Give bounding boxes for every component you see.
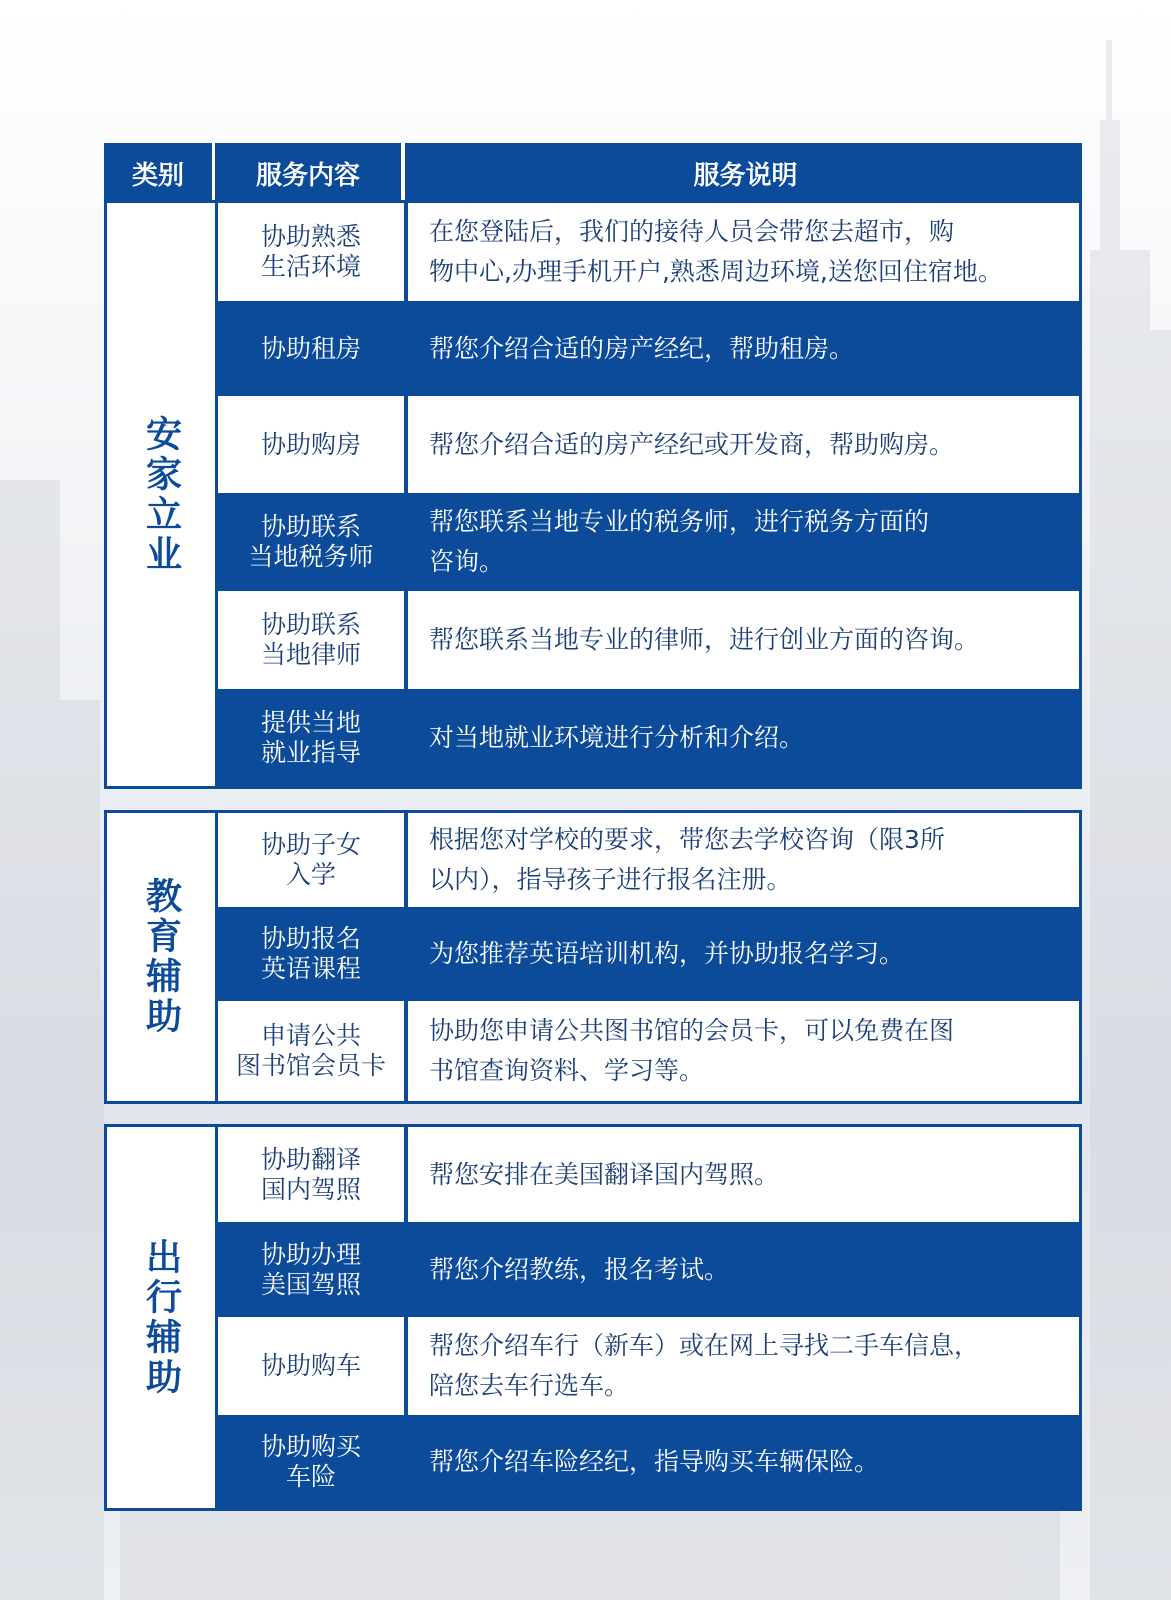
service-description: 在您登陆后，我们的接待人员会带您去超市，购 物中心,办理手机开户,熟悉周边环境,送您回住宿地。 bbox=[429, 217, 1003, 286]
service-name: 协助子女 入学 bbox=[218, 813, 408, 907]
service-name: 协助熟悉 生活环境 bbox=[218, 203, 408, 301]
table-row bbox=[107, 907, 1079, 1001]
category-cell bbox=[107, 813, 218, 1101]
service-description: 帮您介绍车险经纪，指导购买车辆保险。 bbox=[429, 1446, 880, 1476]
service-description: 帮您介绍合适的房产经纪，帮助租房。 bbox=[429, 333, 855, 363]
service-name: 协助联系 当地律师 bbox=[218, 591, 408, 689]
table-row bbox=[107, 396, 1079, 493]
table-row bbox=[107, 689, 1079, 786]
table-row bbox=[107, 493, 1079, 591]
table-header bbox=[104, 143, 1082, 203]
category-label: 教育辅助 bbox=[140, 877, 182, 1037]
category-label: 安家立业 bbox=[140, 414, 182, 575]
service-name: 协助购车 bbox=[218, 1317, 408, 1415]
service-name: 提供当地 就业指导 bbox=[218, 689, 408, 786]
section-education bbox=[104, 810, 1082, 1104]
service-description: 为您推荐英语培训机构，并协助报名学习。 bbox=[429, 939, 905, 968]
service-description: 帮您介绍车行（新车）或在网上寻找二手车信息， 陪您去车行选车。 bbox=[429, 1331, 980, 1400]
service-description: 帮您介绍合适的房产经纪或开发商，帮助购房。 bbox=[429, 429, 955, 459]
service-name: 申请公共 图书馆会员卡 bbox=[218, 1001, 408, 1101]
table-row bbox=[107, 1222, 1079, 1317]
service-name: 协助租房 bbox=[218, 301, 408, 396]
service-description: 对当地就业环境进行分析和介绍。 bbox=[429, 722, 805, 752]
service-name: 协助翻译 国内驾照 bbox=[218, 1127, 408, 1222]
table-row bbox=[107, 301, 1079, 396]
table-row bbox=[107, 1127, 1079, 1222]
service-description: 协助您申请公共图书馆的会员卡，可以免费在图 书馆查询资料、学习等。 bbox=[429, 1016, 955, 1085]
service-description: 帮您联系当地专业的税务师，进行税务方面的 咨询。 bbox=[429, 507, 930, 576]
table-row bbox=[107, 813, 1079, 907]
service-description: 根据您对学校的要求，带您去学校咨询（限3所 以内），指导孩子进行报名注册。 bbox=[429, 825, 945, 894]
service-name: 协助报名 英语课程 bbox=[218, 907, 408, 1001]
header-category: 类别 bbox=[104, 143, 215, 203]
section-settle bbox=[104, 200, 1082, 789]
header-description: 服务说明 bbox=[693, 160, 798, 191]
service-name: 协助办理 美国驾照 bbox=[218, 1222, 408, 1317]
table-row bbox=[107, 1415, 1079, 1508]
section-travel bbox=[104, 1124, 1082, 1511]
service-name: 协助购买 车险 bbox=[218, 1415, 408, 1508]
header-service: 服务内容 bbox=[215, 143, 405, 203]
table-row bbox=[107, 1317, 1079, 1415]
table-row bbox=[107, 1001, 1079, 1101]
table-row bbox=[107, 203, 1079, 301]
category-cell bbox=[107, 203, 218, 786]
service-description: 帮您联系当地专业的律师，进行创业方面的咨询。 bbox=[429, 625, 980, 654]
service-description: 帮您介绍教练，报名考试。 bbox=[429, 1254, 730, 1284]
table-row bbox=[107, 591, 1079, 689]
category-label: 出行辅助 bbox=[140, 1237, 182, 1398]
service-name: 协助联系 当地税务师 bbox=[218, 493, 408, 591]
service-description: 帮您安排在美国翻译国内驾照。 bbox=[429, 1159, 780, 1189]
service-name: 协助购房 bbox=[218, 396, 408, 493]
category-cell bbox=[107, 1127, 218, 1508]
